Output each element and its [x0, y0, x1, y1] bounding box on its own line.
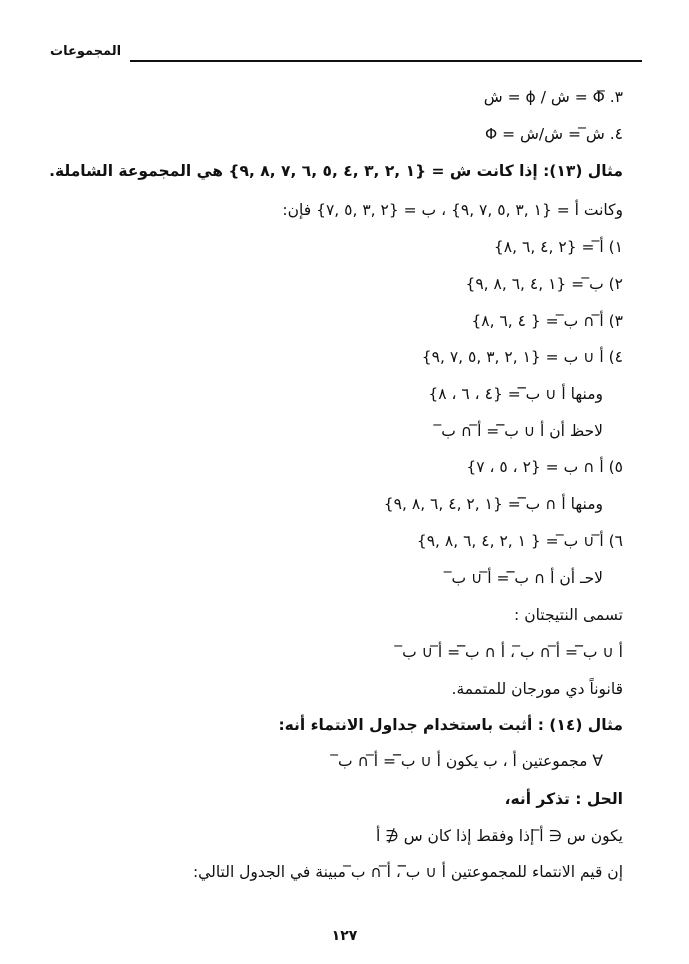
text-line: ٢) ب̅ = {١ ,٤ ,٦ ,٨ ,٩} [465, 275, 623, 293]
text-line: تسمى النتيجتان : [514, 606, 623, 624]
example-13-heading: مثال (١٣): إذا كانت ش = {١ ,٢ ,٣ ,٤ ,٥ ,٦ ,٧ ,٨ ,٩} هي المجموعة الشاملة. [49, 162, 623, 180]
text-line: قانوناً دي مورجان للمتممة. [451, 680, 623, 698]
text-line: ٥) أ ∩ ب = {٢ ، ٥ ، ٧} [466, 458, 623, 476]
solution-heading: الحل : تذكر أنه، [504, 790, 623, 808]
text-line: ومنها أ ∩ ب̅̅̅̅̅ = {١ ,٢ ,٤ ,٦ ,٨ ,٩} [383, 495, 603, 513]
text-line: وكانت أ = {١ ,٣ ,٥ ,٧ ,٩} ، ب = {٢ ,٣ ,٥ ,٧} فإن: [282, 201, 623, 219]
text-line: ∀ مجموعتين أ ، ب يكون أ ∪ ب̅̅̅̅̅ = أ̅ ∩ ب̅ [337, 752, 603, 770]
text-line: لاحظ أن أ ∪ ب̅̅̅̅̅ = أ̅ ∩ ب̅ [441, 422, 603, 440]
text-line: ١) أ̅ = {٢ ,٤ ,٦ ,٨} [493, 238, 623, 256]
text-line: ٣. Φ̅ = ش / ϕ = ش [483, 88, 623, 106]
example-14-heading: مثال (١٤) : أثبت باستخدام جداول الانتماء أنه: [278, 716, 623, 734]
text-line: ٤. ش̅ = ش/ش = Φ [484, 125, 623, 143]
page-number: ١٢٧ [331, 928, 358, 944]
text-line: لاحـ أن أ ∩ ب̅̅̅̅̅ = أ̅ ∪ ب̅ [451, 569, 603, 587]
text-line: ومنها أ ∪ ب̅̅̅̅̅ = {٤ ، ٦ ، ٨} [428, 385, 603, 403]
text-line: ٦) أ̅ ∪ ب̅ = { ١ ,٢ ,٤ ,٦ ,٨ ,٩} [416, 532, 623, 550]
header-title: المجموعات [50, 44, 122, 59]
text-line: ٤) أ ∪ ب = {١ ,٢ ,٣ ,٥ ,٧ ,٩} [421, 348, 623, 366]
de-morgan-formulas: أ ∪ ب̅̅̅̅̅ = أ̅ ∩ ب̅ ، أ ∩ ب̅̅̅̅̅ = أ̅ ∪ ب̅ [402, 643, 623, 661]
text-line: إن قيم الانتماء للمجموعتين أ ∪ ب̅̅̅̅̅ ، أ̅ ∩ ب̅ مبينة في الجدول التالي: [192, 863, 623, 881]
header-rule [130, 60, 642, 62]
text-line: يكون س ∈ أ̅ إذا وفقط إذا كان س ∉ أ [376, 827, 623, 845]
text-line: ٣) أ̅ ∩ ب̅ = { ٤ ,٦ ,٨} [471, 312, 623, 330]
